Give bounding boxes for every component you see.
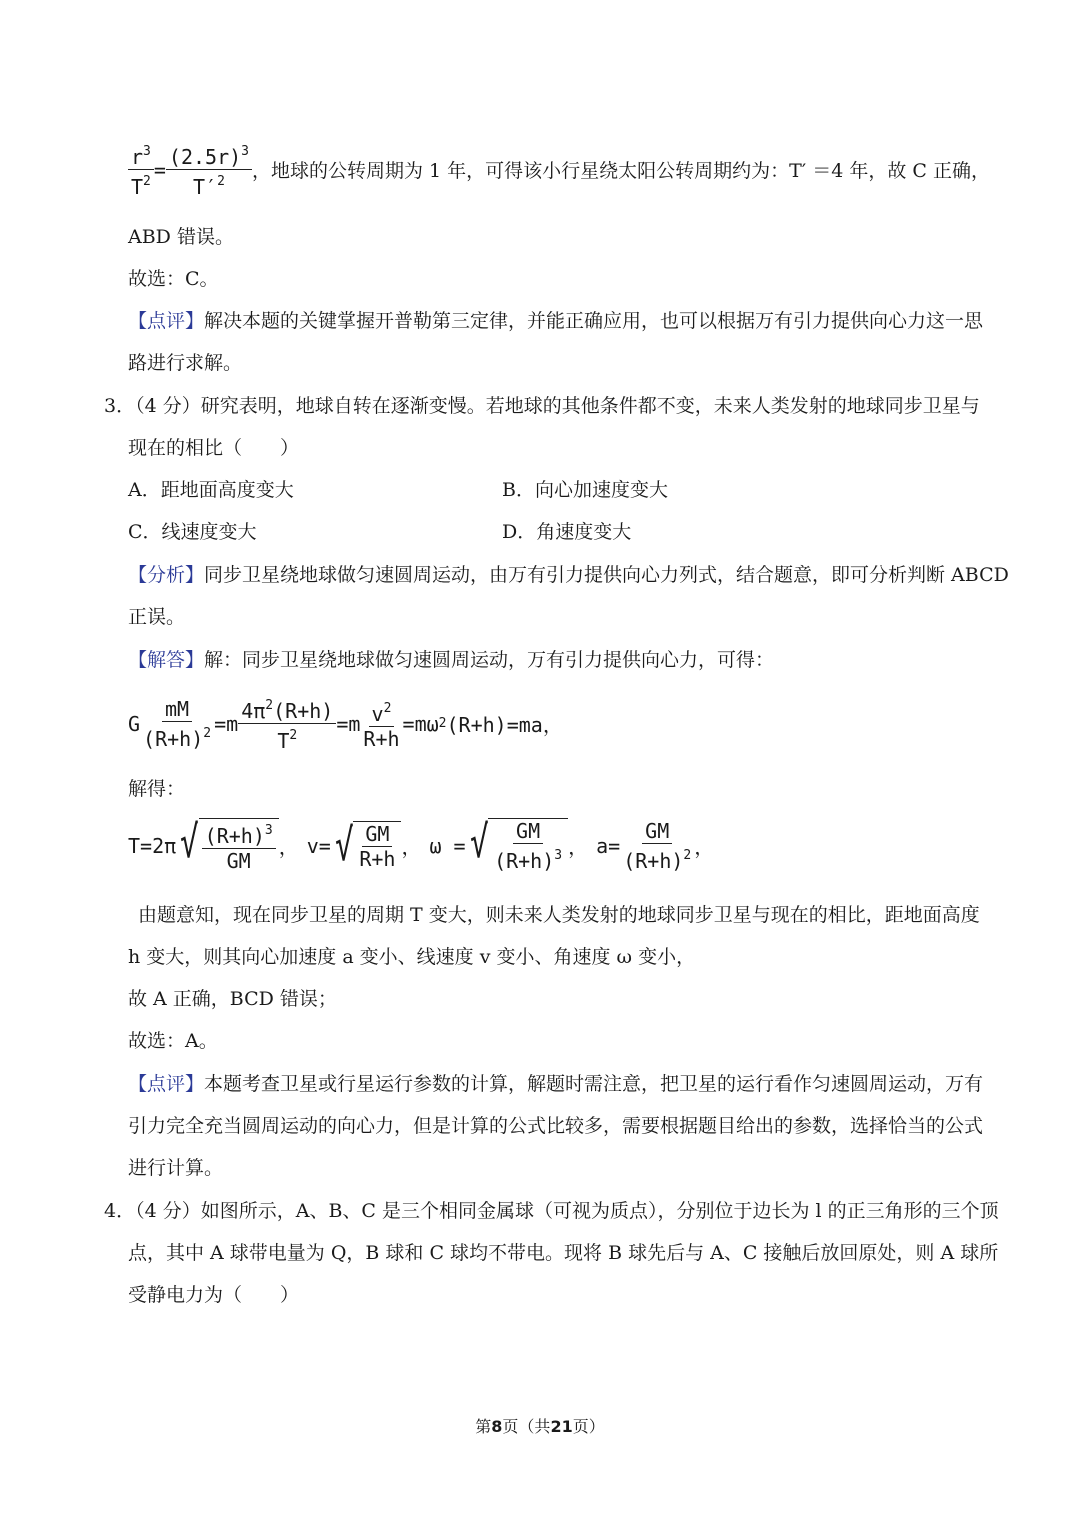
page-footer: [0, 1414, 1080, 1437]
page-number: 8: [491, 1417, 503, 1436]
gravitation-equation: [128, 694, 563, 753]
equals-sign: =: [153, 157, 166, 182]
total-pages: 21: [550, 1417, 573, 1436]
eq-term: T′: [193, 175, 218, 199]
review-tag: 【点评】: [128, 1073, 205, 1095]
conclusion-line1: 由题意知，现在同步卫星的周期 T 变大，则未来人类发射的地球同步卫星与现在的相比，距地面高度: [138, 904, 980, 926]
eq-term: =m: [336, 711, 361, 736]
exponent: 3: [143, 144, 151, 159]
review1-line2: 路进行求解。: [128, 352, 243, 374]
question-number: 3．: [104, 395, 136, 417]
exponent: 2: [289, 728, 298, 743]
question-3-line2: 现在的相比（ ）: [128, 437, 300, 459]
fraction: [140, 697, 214, 751]
eq-term: T: [277, 729, 290, 753]
eq-term: ，: [568, 835, 589, 859]
eq-term: GM: [513, 819, 543, 844]
eq1-text: ，地球的公转周期为 1 年，可得该小行星绕太阳公转周期约为：T′ ＝4 年，故 C 正确，: [252, 160, 990, 182]
question-stem: （4 分）如图所示，A、B、C 是三个相同金属球（可视为质点），分别位于边长为 l 的正三角形的三个顶: [135, 1200, 999, 1222]
option-b[interactable]: B．向心加速度变大: [502, 479, 668, 501]
eq-term: v: [371, 701, 384, 726]
eq-term: mM: [162, 697, 192, 722]
question-4-line3: 受静电力为（ ）: [128, 1284, 300, 1306]
exponent: 2: [143, 174, 151, 189]
eq-term: (R+h): [204, 824, 265, 848]
exponent: 2: [217, 174, 225, 189]
analysis-text: 同步卫星绕地球做匀速圆周运动，由万有引力提供向心力列式，结合题意，即可分析判断 ABCD: [204, 564, 1009, 586]
option-d[interactable]: D．角速度变大: [502, 521, 632, 543]
eq-term: R+h: [363, 726, 400, 751]
answer-text: 解：同步卫星绕地球做匀速圆周运动，万有引力提供向心力，可得：: [204, 649, 775, 671]
question-number: 4．: [104, 1200, 136, 1222]
kepler-equation: [128, 140, 990, 199]
review2-line3: 进行计算。: [128, 1157, 224, 1179]
eq-term: =mω: [402, 711, 439, 736]
eq-term: R+h: [359, 846, 396, 871]
fraction: [360, 697, 402, 751]
review-tag: 【点评】: [128, 310, 205, 332]
question-3-line1: [104, 393, 980, 419]
eq-term: (R+h)=ma，: [446, 713, 563, 737]
sqrt: √ $\frac{(R+h)^3}{GM}$: [176, 818, 279, 873]
fraction: [166, 140, 252, 199]
question-4-line1: [104, 1198, 999, 1224]
eq-term: G: [128, 711, 141, 736]
eq-term: (R+h): [143, 726, 204, 751]
option-c[interactable]: C．线速度变大: [128, 521, 257, 543]
eq-term: ，: [694, 835, 715, 859]
solution-equations: [128, 818, 714, 873]
eq-term: T=2π: [128, 833, 177, 858]
analysis-tag: 【分析】: [128, 564, 205, 586]
review2-line1: [128, 1071, 983, 1097]
abd-wrong-line: ABD 错误。: [128, 226, 234, 248]
eq-term: ，: [278, 835, 299, 859]
exponent: 2: [265, 698, 274, 713]
fraction: [128, 140, 154, 199]
review-text: 解决本题的关键掌握开普勒第三定律，并能正确应用，也可以根据万有引力提供向心力这一思: [204, 310, 984, 332]
eq-term: (R+h): [623, 848, 684, 873]
footer-text: 页（共: [502, 1417, 551, 1436]
exponent: 3: [554, 848, 563, 863]
solve-label: 解得：: [128, 778, 186, 800]
eq-term: ，: [401, 835, 422, 859]
exponent: 2: [438, 716, 447, 731]
question-stem: （4 分）研究表明，地球自转在逐渐变慢。若地球的其他条件都不变，未来人类发射的地球同步卫星与: [135, 395, 980, 417]
exponent: 3: [264, 823, 273, 838]
fraction: [356, 822, 398, 871]
analysis-line2: 正误。: [128, 606, 186, 628]
eq-term: (2.5r): [168, 145, 242, 169]
sqrt: √ $\frac{GM}{R+h}$: [331, 821, 402, 871]
eq-term: r: [131, 145, 144, 169]
eq-term: GM: [226, 849, 251, 873]
exponent: 3: [241, 144, 249, 159]
fraction: [238, 694, 336, 753]
review-text: 本题考查卫星或行星运行参数的计算，解题时需注意，把卫星的运行看作匀速圆周运动，万有: [204, 1073, 984, 1095]
eq-term: GM: [362, 822, 392, 847]
exponent: 2: [683, 847, 692, 863]
exponent: 2: [203, 725, 212, 741]
eq-term: 4π: [241, 699, 266, 723]
footer-text: 第: [475, 1417, 492, 1436]
sqrt: √ $\frac{GM}{(R+h)^3}$: [466, 818, 569, 873]
fraction: [491, 819, 565, 873]
answer-tag: 【解答】: [128, 649, 205, 671]
conclusion-line2: h 变大，则其向心加速度 a 变小、线速度 v 变小、角速度 ω 变小，: [128, 946, 696, 968]
eq-term: GM: [642, 819, 672, 844]
eq-term: v=: [306, 833, 331, 858]
option-a[interactable]: A．距地面高度变大: [128, 479, 294, 501]
conclusion-line3: 故 A 正确，BCD 错误；: [128, 988, 337, 1010]
fraction: [620, 819, 694, 873]
eq-term: (R+h): [494, 849, 555, 873]
choose-c-line: 故选：C。: [128, 268, 219, 290]
review2-line2: 引力完全充当圆周运动的向心力，但是计算的公式比较多，需要根据题目给出的参数，选择恰当的公式: [128, 1115, 984, 1137]
eq-term: a=: [596, 833, 621, 858]
eq-term: ω =: [429, 833, 466, 858]
exponent: 2: [383, 700, 392, 716]
answer-line: [128, 647, 774, 673]
review1-line1: [128, 308, 983, 334]
question-4-line2: 点，其中 A 球带电量为 Q，B 球和 C 球均不带电。现将 B 球先后与 A、C 接触后放回原处，则 A 球所: [128, 1242, 999, 1264]
fraction: [202, 819, 276, 873]
eq-term: =m: [214, 711, 239, 736]
conclusion-line4: 故选：A。: [128, 1030, 218, 1052]
analysis-line1: [128, 562, 1009, 588]
eq-term: T: [131, 175, 144, 199]
footer-text: 页）: [572, 1417, 605, 1436]
eq-term: (R+h): [273, 699, 334, 723]
